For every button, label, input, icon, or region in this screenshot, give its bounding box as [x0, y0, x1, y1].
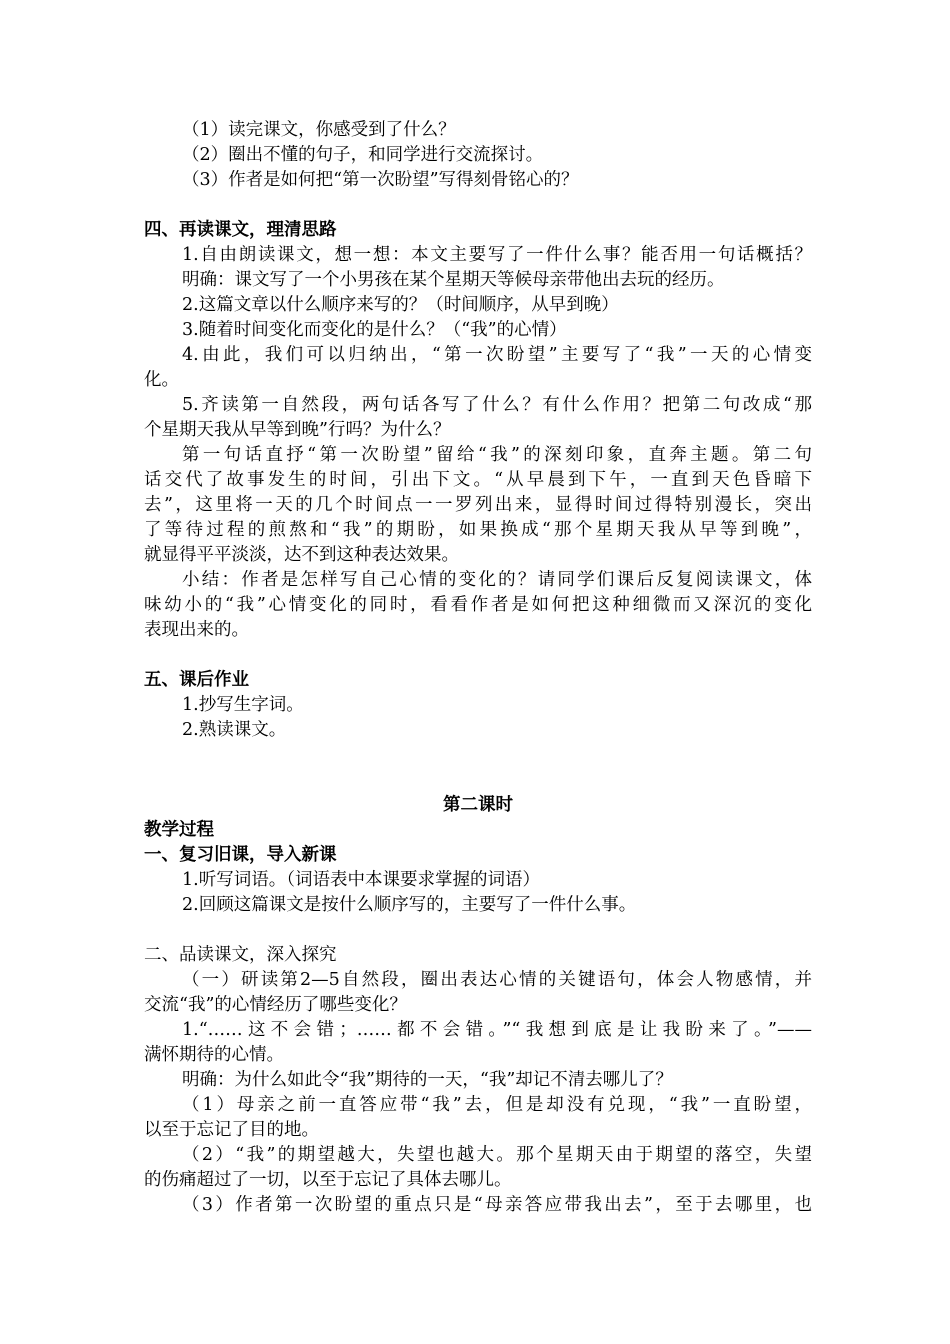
summary-line: 表现出来的。	[144, 620, 249, 640]
teaching-process-heading: 教学过程	[144, 820, 214, 840]
paragraph-line: 去”，这里将一天的几个时间点一一罗列出来，显得时间过得特别漫长，突出	[144, 495, 812, 515]
paragraph-line: 第一句话直抒“第一次盼望”留给“我”的深刻印象，直奔主题。第二句	[182, 445, 812, 465]
question-2: （2）圈出不懂的句子，和同学进行交流探讨。	[182, 145, 544, 165]
section-heading-2: 二、品读课文，深入探究	[144, 945, 337, 965]
paragraph-line: 个星期天我从早等到晚”行吗？为什么？	[144, 420, 451, 440]
paragraph-line: （3）作者第一次盼望的重点只是“母亲答应带我出去”，至于去哪里，也	[182, 1195, 812, 1215]
summary-line: 小结：作者是怎样写自己心情的变化的？请同学们课后反复阅读课文，体	[182, 570, 812, 590]
section-heading-4: 四、再读课文，理清思路	[144, 220, 337, 240]
paragraph-line: 1.“……这不会错；……都不会错。”“我想到底是让我盼来了。”——	[182, 1020, 812, 1040]
paragraph-line: 化。	[144, 370, 179, 390]
paragraph-line: （一）研读第2—5自然段，圈出表达心情的关键语句，体会人物感情，并	[182, 970, 812, 990]
summary-line: 味幼小的“我”心情变化的同时，看看作者是如何把这种细微而又深沉的变化	[144, 595, 812, 615]
paragraph-line: 的伤痛超过了一切，以至于忘记了具体去哪儿。	[144, 1170, 512, 1190]
paragraph-line: 2.回顾这篇课文是按什么顺序写的，主要写了一件什么事。	[182, 895, 637, 915]
lesson-title: 第二课时	[443, 795, 513, 815]
question-3: （3）作者是如何把“第一次盼望”写得刻骨铭心的？	[182, 170, 579, 190]
paragraph-line: 5.齐读第一自然段，两句话各写了什么？有什么作用？把第二句改成“那	[182, 395, 812, 415]
paragraph-line: 满怀期待的心情。	[144, 1045, 284, 1065]
paragraph-line: 明确：课文写了一个小男孩在某个星期天等候母亲带他出去玩的经历。	[182, 270, 725, 290]
question-1: （1）读完课文，你感受到了什么？	[182, 120, 456, 140]
paragraph-line: 了等待过程的煎熬和“我”的期盼，如果换成“那个星期天我从早等到晚”，	[144, 520, 812, 540]
paragraph-line: （1）母亲之前一直答应带“我”去，但是却没有兑现，“我”一直盼望，	[182, 1095, 812, 1115]
paragraph-line: 明确：为什么如此令“我”期待的一天，“我”却记不清去哪儿了？	[182, 1070, 673, 1090]
paragraph-line: 4.由此，我们可以归纳出，“第一次盼望”主要写了“我”一天的心情变	[182, 345, 812, 365]
section-heading-5: 五、课后作业	[144, 670, 249, 690]
paragraph-line: 1.听写词语。（词语表中本课要求掌握的词语）	[182, 870, 540, 890]
paragraph-line: （2）“我”的期望越大，失望也越大。那个星期天由于期望的落空，失望	[182, 1145, 812, 1165]
paragraph-line: 1.自由朗读课文，想一想：本文主要写了一件什么事？能否用一句话概括？	[182, 245, 812, 265]
section-heading-1: 一、复习旧课，导入新课	[144, 845, 337, 865]
paragraph-line: 以至于忘记了目的地。	[144, 1120, 319, 1140]
paragraph-line: 交流“我”的心情经历了哪些变化？	[144, 995, 407, 1015]
homework-item: 1.抄写生字词。	[182, 695, 304, 715]
paragraph-line: 就显得平平淡淡，达不到这种表达效果。	[144, 545, 459, 565]
homework-item: 2.熟读课文。	[182, 720, 287, 740]
paragraph-line: 话交代了故事发生的时间，引出下文。“从早晨到下午，一直到天色昏暗下	[144, 470, 812, 490]
paragraph-line: 3.随着时间变化而变化的是什么？（“我”的心情）	[182, 320, 567, 340]
paragraph-line: 2.这篇文章以什么顺序来写的？（时间顺序，从早到晚）	[182, 295, 619, 315]
